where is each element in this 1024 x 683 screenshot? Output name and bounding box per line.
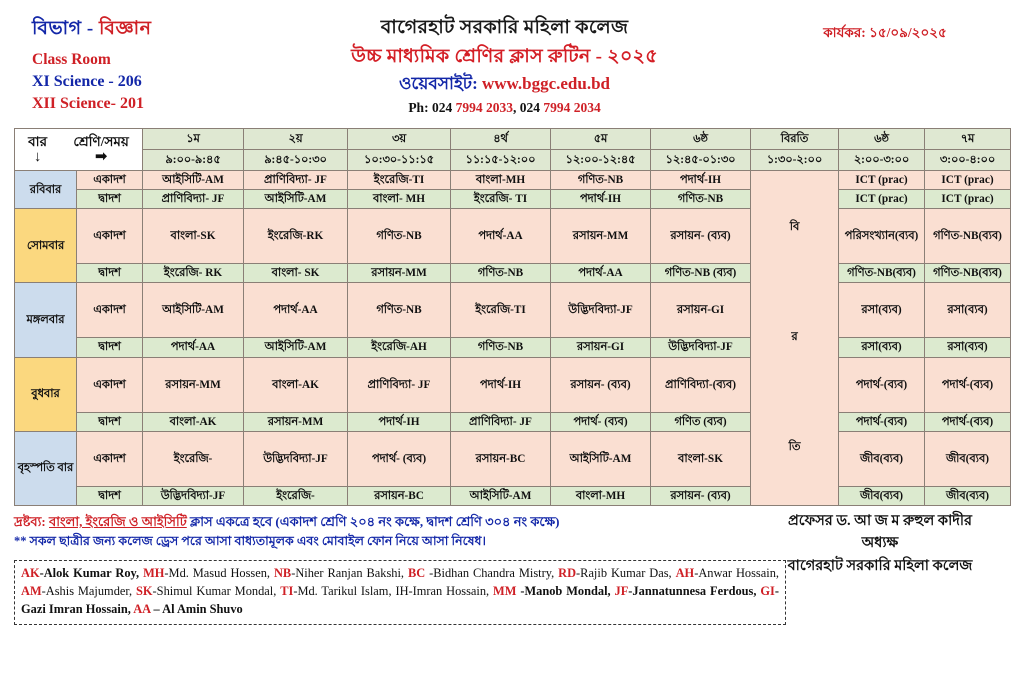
practical-cell: রসা(ব্যব) bbox=[839, 338, 925, 357]
table-row bbox=[15, 264, 1011, 283]
page-header bbox=[0, 0, 1024, 128]
subject-cell: ইংরেজি- RK bbox=[143, 264, 244, 283]
subject-cell: বাংলা- MH bbox=[348, 190, 451, 209]
routine-table-body bbox=[15, 171, 1011, 506]
practical-cell: ICT (prac) bbox=[925, 190, 1011, 209]
teacher-code-legend bbox=[14, 560, 786, 625]
practical-cell: গণিত-NB(ব্যব) bbox=[925, 209, 1011, 264]
teacher-name: -Bidhan Chandra Mistry, bbox=[425, 566, 559, 581]
routine-table-head bbox=[15, 129, 1011, 171]
note-label: দ্রষ্টব্য: bbox=[14, 514, 46, 529]
period-name-6: ৬ষ্ঠ bbox=[651, 129, 751, 150]
subject-cell: বাংলা-SK bbox=[651, 431, 751, 486]
subject-cell: রসায়ন- (ব্যব) bbox=[651, 209, 751, 264]
table-row bbox=[15, 209, 1011, 264]
subject-cell: বাংলা-AK bbox=[244, 357, 348, 412]
practical-cell: গণিত-NB(ব্যব) bbox=[925, 264, 1011, 283]
class-level-cell: একাদশ bbox=[77, 171, 143, 190]
principal-title: অধ্যক্ষ bbox=[861, 535, 899, 552]
subject-cell: উদ্ভিদবিদ্যা-JF bbox=[244, 431, 348, 486]
period-time-3: ১০:৩০-১১:১৫ bbox=[348, 150, 451, 171]
subject-cell: উদ্ভিদবিদ্যা-JF bbox=[651, 338, 751, 357]
class-level-cell: দ্বাদশ bbox=[77, 190, 143, 209]
phone-line bbox=[249, 97, 760, 120]
period-time-2: ৯:৪৫-১০:৩০ bbox=[244, 150, 348, 171]
subject-cell: গণিত-NB bbox=[451, 264, 551, 283]
header-center-block bbox=[249, 8, 760, 119]
day-cell-3: বুধবার bbox=[15, 357, 77, 431]
subject-cell: বাংলা-MH bbox=[451, 171, 551, 190]
teacher-name: -Md. Masud Hossen, bbox=[164, 566, 274, 581]
subject-cell: আইসিটি-AM bbox=[451, 486, 551, 505]
subject-cell: পদার্থ- (ব্যব) bbox=[348, 431, 451, 486]
header-row-period-times bbox=[15, 150, 1011, 171]
subject-cell: গণিত-NB bbox=[348, 283, 451, 338]
practical-cell: ICT (prac) bbox=[839, 171, 925, 190]
department-label-prefix: বিভাগ - bbox=[32, 18, 94, 39]
subject-cell: পদার্থ-IH bbox=[451, 357, 551, 412]
practical-cell: পরিসংখ্যান(ব্যব) bbox=[839, 209, 925, 264]
period-name-4: ৪র্থ bbox=[451, 129, 551, 150]
teacher-name: -Manob Mondal, bbox=[516, 584, 615, 599]
teacher-code: AH bbox=[675, 566, 695, 581]
teacher-code: AM bbox=[21, 584, 42, 599]
teacher-code: MM bbox=[493, 584, 517, 599]
phone-label: Ph: bbox=[408, 99, 429, 115]
class-level-cell: দ্বাদশ bbox=[77, 338, 143, 357]
teacher-name: -Ashis Majumder, bbox=[41, 584, 137, 599]
teacher-code: JF bbox=[614, 584, 629, 599]
subject-cell: প্রাণিবিদ্যা- JF bbox=[451, 412, 551, 431]
teacher-code: AK bbox=[21, 566, 40, 581]
subject-cell: বাংলা-SK bbox=[143, 209, 244, 264]
subject-cell: আইসিটি-AM bbox=[244, 338, 348, 357]
website-url[interactable]: www.bggc.edu.bd bbox=[481, 74, 610, 93]
routine-table bbox=[14, 128, 1011, 506]
phone-number-2: 024 7994 2034 bbox=[519, 99, 601, 115]
day-cell-0: রবিবার bbox=[15, 171, 77, 209]
note-line-2: ** সকল ছাত্রীর জন্য কলেজ ড্রেস পরে আসা বাধ্যতামূলক এবং মোবাইল ফোন নিয়ে আসা নিষেধ। bbox=[14, 533, 486, 548]
subject-cell: গণিত-NB (ব্যব) bbox=[651, 264, 751, 283]
teacher-name: -Imran Hossain, bbox=[408, 584, 494, 599]
table-row bbox=[15, 431, 1011, 486]
note-line-1 bbox=[14, 512, 654, 532]
room-xi: XI Science - 206 bbox=[32, 72, 142, 90]
subject-cell: রসায়ন-MM bbox=[348, 264, 451, 283]
practical-cell: জীব(ব্যব) bbox=[925, 486, 1011, 505]
subject-cell: রসায়ন-BC bbox=[348, 486, 451, 505]
break-cell bbox=[751, 171, 839, 506]
routine-table-wrap bbox=[0, 128, 1024, 506]
day-cell-4: বৃহস্পতি বার bbox=[15, 431, 77, 505]
break-letter: বি bbox=[789, 221, 800, 234]
practical-cell: গণিত-NB(ব্যব) bbox=[839, 264, 925, 283]
subject-cell: আইসিটি-AM bbox=[143, 171, 244, 190]
period-time-break: ১:৩০-২:০০ bbox=[751, 150, 839, 171]
class-level-cell: একাদশ bbox=[77, 209, 143, 264]
period-name-8: ৭ম bbox=[925, 129, 1011, 150]
subject-cell: আইসিটি-AM bbox=[551, 431, 651, 486]
teacher-code: AA bbox=[133, 602, 151, 617]
day-cell-1: সোমবার bbox=[15, 209, 77, 283]
table-row bbox=[15, 357, 1011, 412]
subject-cell: রসায়ন-BC bbox=[451, 431, 551, 486]
subject-cell: প্রাণিবিদ্যা- JF bbox=[143, 190, 244, 209]
subject-cell: রসায়ন-GI bbox=[551, 338, 651, 357]
period-name-5: ৫ম bbox=[551, 129, 651, 150]
subject-cell: আইসিটি-AM bbox=[143, 283, 244, 338]
teacher-code: NB bbox=[273, 566, 292, 581]
table-corner-header bbox=[15, 129, 143, 171]
class-room-label: Class Room bbox=[32, 51, 111, 68]
teacher-code: MH bbox=[143, 566, 165, 581]
subject-cell: ইংরেজি- bbox=[143, 431, 244, 486]
table-row bbox=[15, 412, 1011, 431]
arrow-right-icon: ➡ bbox=[94, 149, 108, 166]
subject-cell: রসায়ন-MM bbox=[143, 357, 244, 412]
period-name-1: ১ম bbox=[143, 129, 244, 150]
header-left-block bbox=[14, 8, 249, 114]
subject-cell: পদার্থ-AA bbox=[451, 209, 551, 264]
class-level-cell: দ্বাদশ bbox=[77, 264, 143, 283]
practical-cell: জীব(ব্যব) bbox=[925, 431, 1011, 486]
period-time-8: ৩:০০-৪:০০ bbox=[925, 150, 1011, 171]
subject-cell: গণিত-NB bbox=[551, 171, 651, 190]
effective-date: কার্যকর: ১৫/০৯/২০২৫ bbox=[823, 25, 947, 40]
class-level-cell: একাদশ bbox=[77, 283, 143, 338]
teacher-name: -Rajib Kumar Das, bbox=[576, 566, 676, 581]
subject-cell: রসায়ন- (ব্যব) bbox=[551, 357, 651, 412]
subject-cell: প্রাণিবিদ্যা- JF bbox=[244, 171, 348, 190]
table-row bbox=[15, 283, 1011, 338]
practical-cell: রসা(ব্যব) bbox=[925, 283, 1011, 338]
period-time-6: ১২:৪৫-০১:৩০ bbox=[651, 150, 751, 171]
phone-number-1: 024 7994 2033, bbox=[431, 99, 517, 115]
period-name-3: ৩য় bbox=[348, 129, 451, 150]
subject-cell: প্রাণিবিদ্যা-(ব্যব) bbox=[651, 357, 751, 412]
teacher-name: -Niher Ranjan Bakshi, bbox=[291, 566, 408, 581]
subject-cell: রসায়ন-MM bbox=[551, 209, 651, 264]
practical-cell: পদার্থ-(ব্যব) bbox=[925, 357, 1011, 412]
subject-cell: গণিত-NB bbox=[348, 209, 451, 264]
routine-title: উচ্চ মাধ্যমিক শ্রেণির ক্লাস রুটিন - ২০২৫ bbox=[351, 45, 658, 67]
subject-cell: রসায়ন-GI bbox=[651, 283, 751, 338]
website-line bbox=[249, 71, 760, 97]
class-level-cell: দ্বাদশ bbox=[77, 412, 143, 431]
teacher-name: -Jannatunnesa Ferdous, bbox=[628, 584, 761, 599]
subject-cell: রসায়ন- (ব্যব) bbox=[651, 486, 751, 505]
header-right-block bbox=[760, 8, 1010, 45]
subject-cell: ইংরেজি- bbox=[244, 486, 348, 505]
subject-cell: পদার্থ-IH bbox=[651, 171, 751, 190]
table-row bbox=[15, 190, 1011, 209]
subject-cell: পদার্থ-IH bbox=[551, 190, 651, 209]
arrow-down-icon: ↓ bbox=[33, 149, 42, 166]
period-time-7: ২:০০-৩:০০ bbox=[839, 150, 925, 171]
teacher-name: -Anwar Hossain, bbox=[694, 566, 779, 581]
practical-cell: ICT (prac) bbox=[925, 171, 1011, 190]
subject-cell: রসায়ন-MM bbox=[244, 412, 348, 431]
subject-cell: পদার্থ-IH bbox=[348, 412, 451, 431]
period-time-5: ১২:০০-১২:৪৫ bbox=[551, 150, 651, 171]
period-name-2: ২য় bbox=[244, 129, 348, 150]
practical-cell: জীব(ব্যব) bbox=[839, 431, 925, 486]
table-row bbox=[15, 338, 1011, 357]
teacher-name: -Alok Kumar Roy, bbox=[39, 566, 144, 581]
subject-cell: ইংরেজি-TI bbox=[348, 171, 451, 190]
subject-cell: পদার্থ- (ব্যব) bbox=[551, 412, 651, 431]
subject-cell: বাংলা- SK bbox=[244, 264, 348, 283]
break-letter: তি bbox=[788, 441, 801, 454]
subject-cell: গণিত-NB bbox=[651, 190, 751, 209]
class-level-cell: দ্বাদশ bbox=[77, 486, 143, 505]
subject-cell: উদ্ভিদবিদ্যা-JF bbox=[551, 283, 651, 338]
subject-cell: বাংলা-AK bbox=[143, 412, 244, 431]
subject-cell: ইংরেজি- TI bbox=[451, 190, 551, 209]
practical-cell: রসা(ব্যব) bbox=[839, 283, 925, 338]
subject-cell: উদ্ভিদবিদ্যা-JF bbox=[143, 486, 244, 505]
teacher-code: IH bbox=[395, 584, 409, 599]
corner-class-time-label: শ্রেণি/সময় bbox=[73, 134, 129, 150]
subject-cell: গণিত (ব্যব) bbox=[651, 412, 751, 431]
department-line bbox=[32, 14, 249, 46]
corner-day-label: বার bbox=[28, 134, 48, 150]
teacher-code: SK bbox=[136, 584, 153, 599]
subject-cell: পদার্থ-AA bbox=[244, 283, 348, 338]
subject-cell: পদার্থ-AA bbox=[143, 338, 244, 357]
website-label: ওয়েবসাইট: bbox=[398, 74, 478, 93]
room-xii: XII Science- 201 bbox=[32, 94, 144, 112]
department-label-value: বিজ্ঞান bbox=[98, 18, 152, 39]
table-row bbox=[15, 171, 1011, 190]
period-time-1: ৯:০০-৯:৪৫ bbox=[143, 150, 244, 171]
class-level-cell: একাদশ bbox=[77, 357, 143, 412]
table-row bbox=[15, 486, 1011, 505]
principal-signature-block bbox=[750, 510, 1010, 577]
subject-cell: গণিত-NB bbox=[451, 338, 551, 357]
subject-cell: পদার্থ-AA bbox=[551, 264, 651, 283]
practical-cell: রসা(ব্যব) bbox=[925, 338, 1011, 357]
subject-cell: প্রাণিবিদ্যা- JF bbox=[348, 357, 451, 412]
principal-name: প্রফেসর ড. আ জ ম রুহুল কাদীর bbox=[787, 513, 973, 529]
subject-cell: ইংরেজি-RK bbox=[244, 209, 348, 264]
note-rest: ক্লাস একত্রে হবে (একাদশ শ্রেণি ২০৪ নং কক্ষে, দ্বাদশ শ্রেণি ৩০৪ নং কক্ষে) bbox=[190, 514, 560, 529]
teacher-code: RD bbox=[558, 566, 577, 581]
teacher-code: BC bbox=[407, 566, 426, 581]
footer-notes bbox=[14, 512, 654, 550]
break-letter: র bbox=[791, 331, 798, 344]
period-time-4: ১১:১৫-১২:০০ bbox=[451, 150, 551, 171]
practical-cell: পদার্থ-(ব্যব) bbox=[839, 412, 925, 431]
college-name: বাগেরহাট সরকারি মহিলা কলেজ bbox=[380, 17, 629, 38]
period-name-break: বিরতি bbox=[751, 129, 839, 150]
teacher-code: GI bbox=[760, 584, 775, 599]
subject-cell: বাংলা-MH bbox=[551, 486, 651, 505]
teacher-name: -Md. Tarikul Islam, bbox=[293, 584, 396, 599]
practical-cell: পদার্থ-(ব্যব) bbox=[839, 357, 925, 412]
teacher-name: – Al Amin Shuvo bbox=[150, 602, 243, 617]
teacher-name: -Shimul Kumar Mondal, bbox=[152, 584, 281, 599]
note-underlined-part: বাংলা, ইংরেজি ও আইসিটি bbox=[49, 514, 187, 529]
header-row-period-names bbox=[15, 129, 1011, 150]
class-level-cell: একাদশ bbox=[77, 431, 143, 486]
period-name-7: ৬ষ্ঠ bbox=[839, 129, 925, 150]
practical-cell: জীব(ব্যব) bbox=[839, 486, 925, 505]
principal-college: বাগেরহাট সরকারি মহিলা কলেজ bbox=[787, 557, 973, 574]
teacher-code: TI bbox=[280, 584, 294, 599]
subject-cell: ইংরেজি-AH bbox=[348, 338, 451, 357]
practical-cell: ICT (prac) bbox=[839, 190, 925, 209]
teacher-name: - Gazi Imran Hossain, bbox=[21, 584, 779, 617]
subject-cell: ইংরেজি-TI bbox=[451, 283, 551, 338]
day-cell-2: মঙ্গলবার bbox=[15, 283, 77, 357]
practical-cell: পদার্থ-(ব্যব) bbox=[925, 412, 1011, 431]
subject-cell: আইসিটি-AM bbox=[244, 190, 348, 209]
